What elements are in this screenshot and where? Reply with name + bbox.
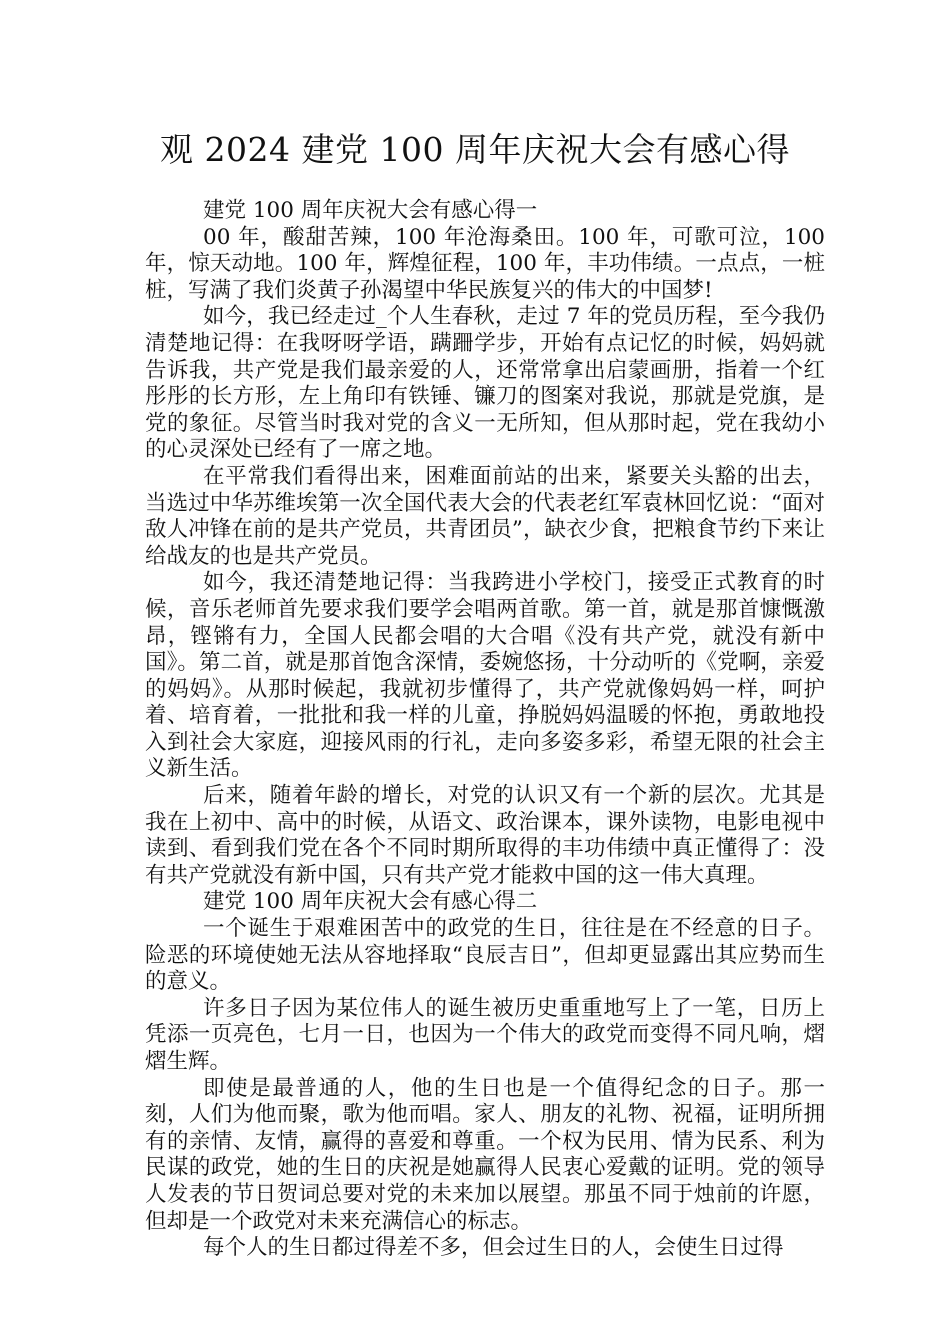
paragraph: 许多日子因为某位伟人的诞生被历史重重地写上了一笔，日历上凭添一页亮色，七月一日，也因为一个伟大的政党而变得不同凡响，熠熠生辉。: [145, 995, 825, 1074]
document-title: 观 2024 建党 100 周年庆祝大会有感心得: [160, 130, 790, 169]
paragraph: 在平常我们看得出来，困难面前站的出来，紧要关头豁的出去，当选过中华苏维埃第一次全国代表大会的代表老红军袁林回忆说：“面对敌人冲锋在前的是共产党员，共青团员”，缺衣少食，把粮食节约下来让给战友的也是共产党员。: [145, 463, 825, 569]
section-heading-1: 建党 100 周年庆祝大会有感心得一: [203, 198, 538, 223]
section-heading-2: 建党 100 周年庆祝大会有感心得二: [203, 889, 538, 915]
paragraph: 如今，我已经走过_个人生春秋，走过 7 年的党员历程，至今我仍清楚地记得：在我呀呀学语，蹒跚学步，开始有点记忆的时候，妈妈就告诉我，共产党是我们最亲爱的人，还常常拿出启蒙画册，指着一个红彤彤的长方形，左上角印有铁锤、镰刀的图案对我说，那就是党旗，是党的象征。尽管当时我对党的含义一无所知，但从那时起，党在我幼小的心灵深处已经有了一席之地。: [145, 304, 825, 463]
paragraph: 后来，随着年龄的增长，对党的认识又有一个新的层次。尤其是我在上初中、高中的时候，从语文、政治课本，课外读物，电影电视中读到、看到我们党在各个不同时期所取得的丰功伟绩中真正懂得了：没有共产党就没有新中国，只有共产党才能救中国的这一伟大真理。: [145, 783, 825, 888]
document-body: [145, 198, 825, 1262]
paragraph: 00 年，酸甜苦辣，100 年沧海桑田。100 年，可歌可泣，100 年，惊天动地。100 年，辉煌征程，100 年，丰功伟绩。一点点，一桩桩，写满了我们炎黄子孙渴望中华民族复兴的伟大的中国梦!: [145, 224, 825, 303]
paragraph: 每个人的生日都过得差不多，但会过生日的人，会使生日过得: [203, 1235, 784, 1261]
paragraph: 即使是最普通的人，他的生日也是一个值得纪念的日子。那一刻，人们为他而聚，歌为他而唱。家人、朋友的礼物、祝福，证明所拥有的亲情、友情，赢得的喜爱和尊重。一个权为民用、情为民系、利为民谋的政党，她的生日的庆祝是她赢得人民衷心爱戴的证明。党的领导人发表的节日贺词总要对党的未来加以展望。那虽不同于烛前的许愿，但却是一个政党对未来充满信心的标志。: [145, 1075, 825, 1234]
paragraph: 如今，我还清楚地记得：当我跨进小学校门，接受正式教育的时候，音乐老师首先要求我们要学会唱两首歌。第一首，就是那首慷慨激昂，铿锵有力，全国人民都会唱的大合唱《没有共产党，就没有新中国》。第二首，就是那首饱含深情，委婉悠扬，十分动听的《党啊，亲爱的妈妈》。从那时候起，我就初步懂得了，共产党就像妈妈一样，呵护着、培育着，一批批和我一样的儿童，挣脱妈妈温暖的怀抱，勇敢地投入到社会大家庭，迎接风雨的行礼，走向多姿多彩，希望无限的社会主义新生活。: [145, 570, 825, 782]
paragraph: 一个诞生于艰难困苦中的政党的生日，往往是在不经意的日子。险恶的环境使她无法从容地择取“良辰吉日”，但却更显露出其应势而生的意义。: [145, 916, 825, 995]
